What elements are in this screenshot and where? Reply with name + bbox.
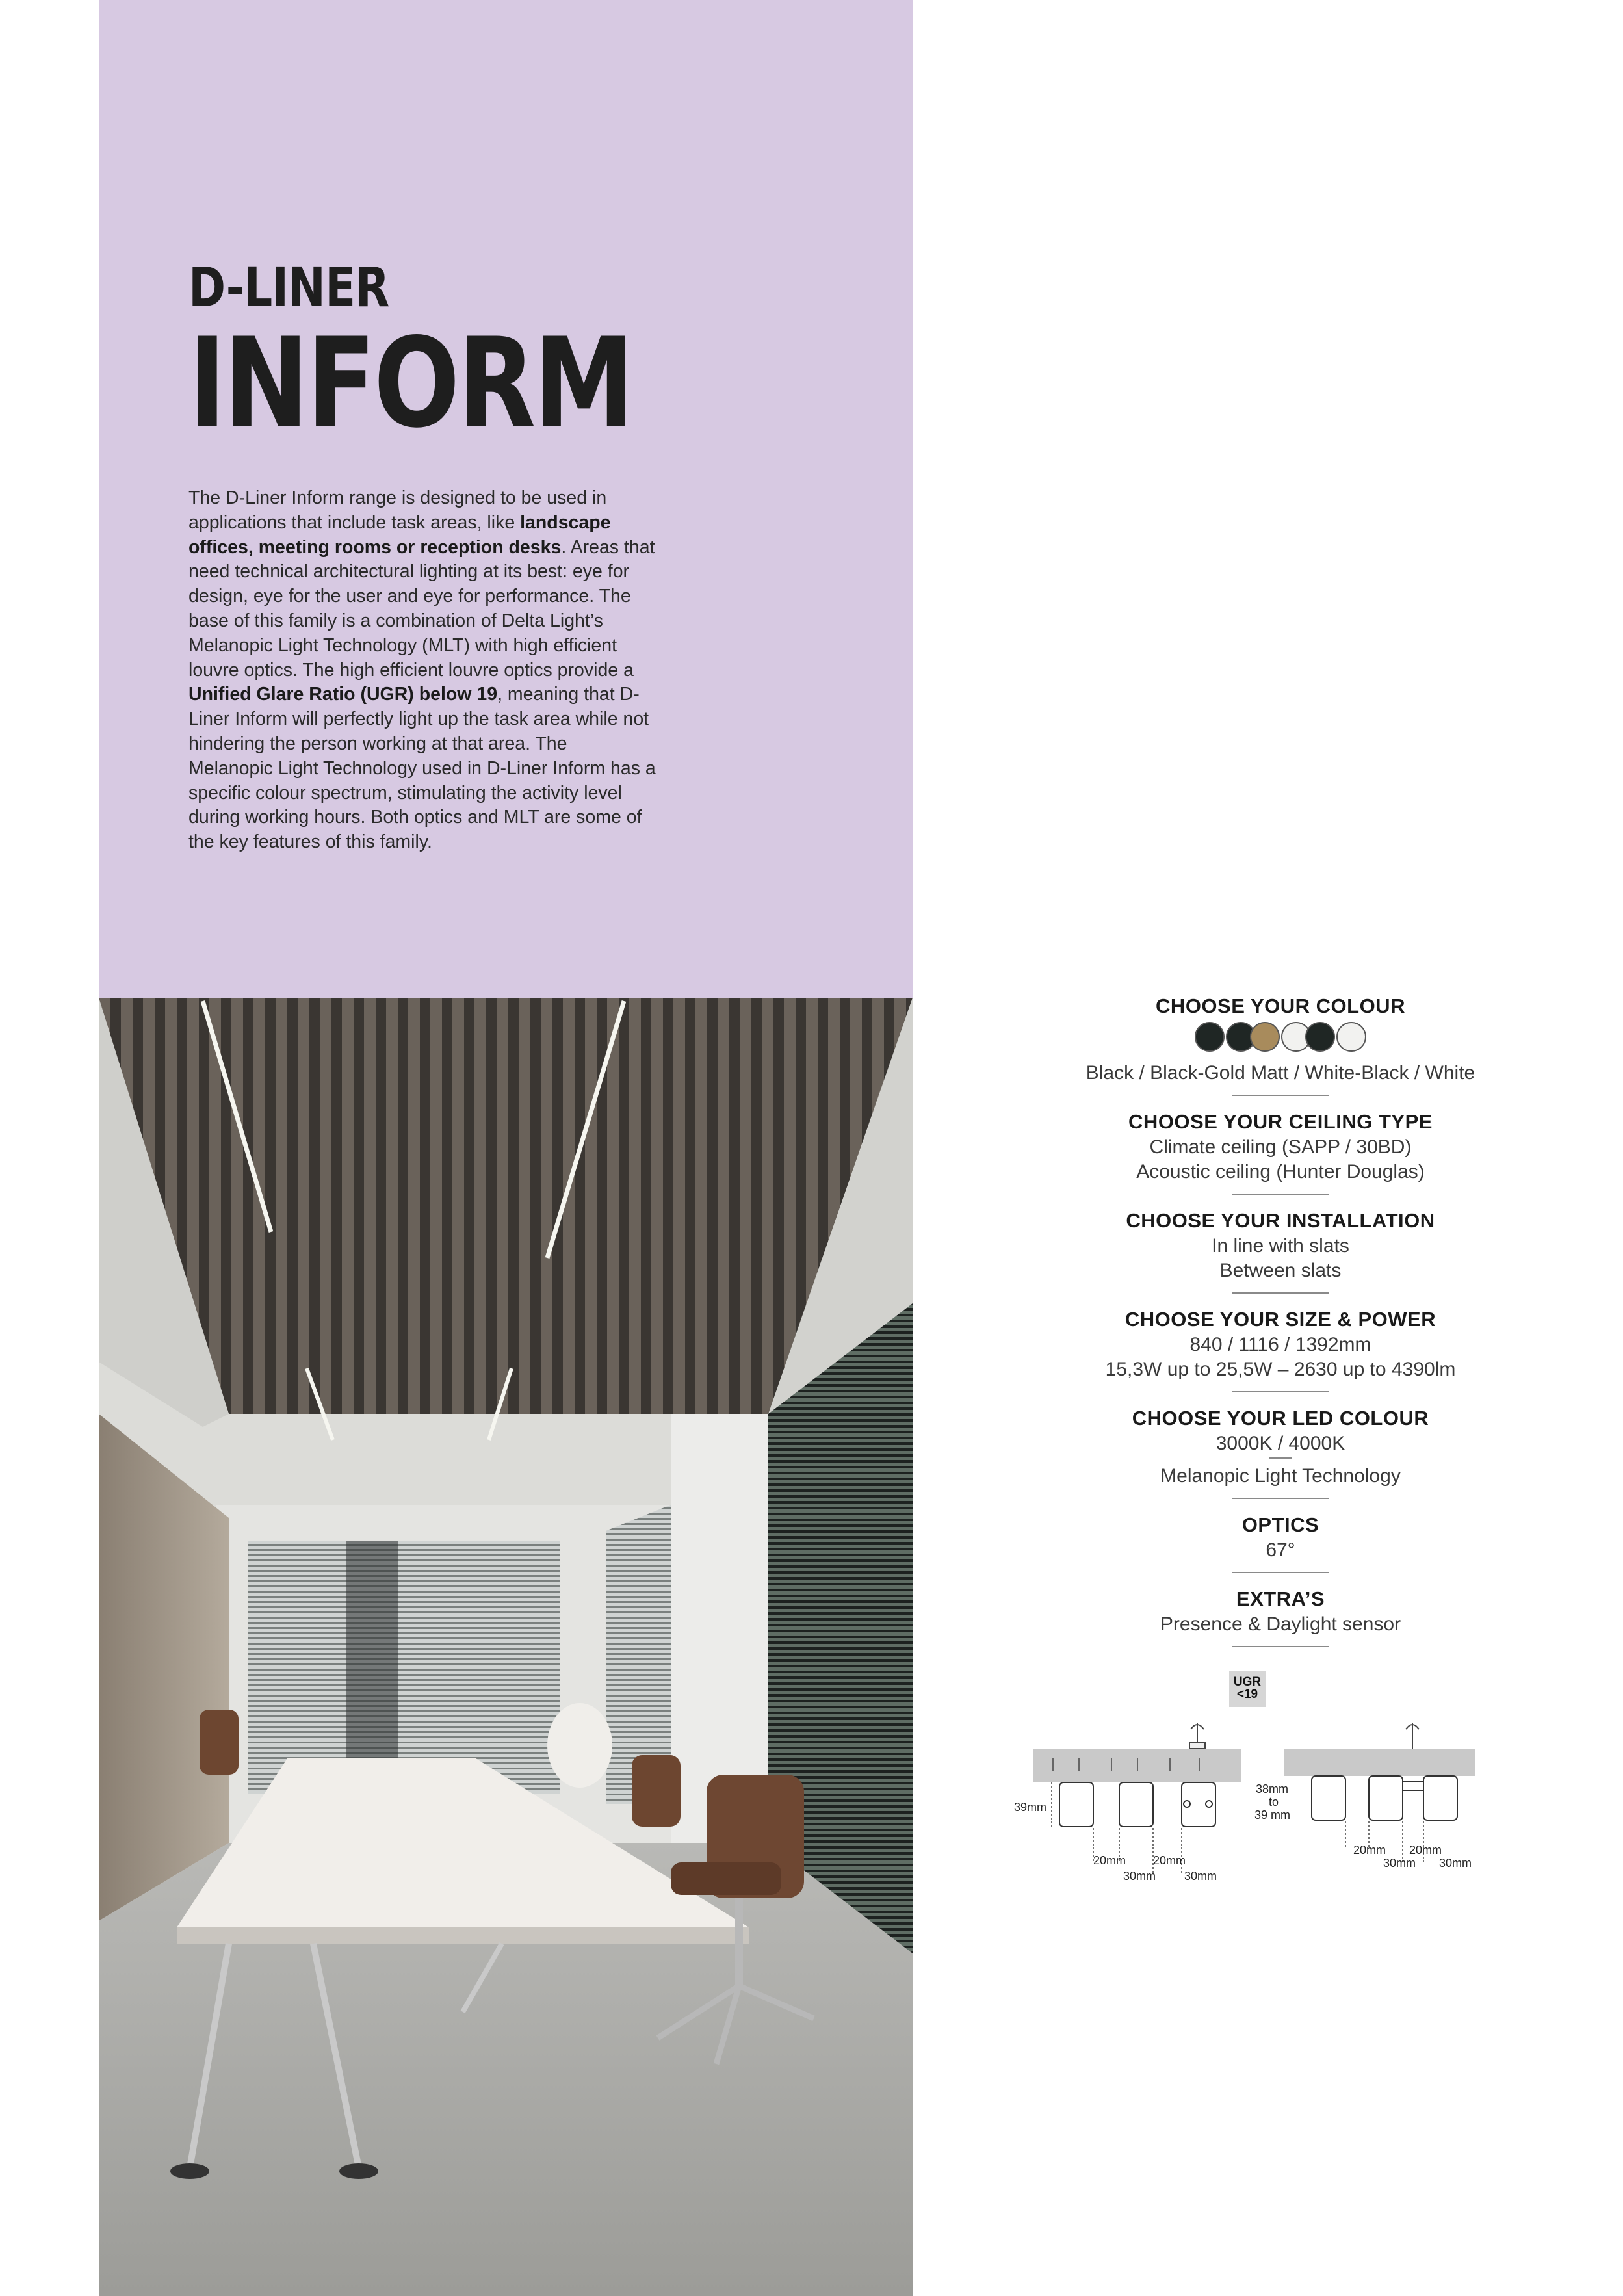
colour-options: Black / Black-Gold Matt / White-Black / White [1085, 1062, 1475, 1084]
hanger-icon [1189, 1723, 1205, 1749]
colour-swatches [994, 1022, 1566, 1054]
dim-height: 39mm [1014, 1801, 1047, 1814]
swatch-black[interactable] [1195, 1022, 1225, 1052]
colour-section [994, 993, 1566, 1096]
led-title: CHOOSE YOUR LED COLOUR [1132, 1407, 1429, 1429]
divider [1232, 1194, 1329, 1195]
size-section [994, 1307, 1566, 1392]
led-mlt: Melanopic Light Technology [1160, 1465, 1401, 1487]
intro-text-1: The D-Liner Inform range is designed to be used in applications that include task areas, like [188, 488, 607, 533]
divider [1232, 1391, 1329, 1392]
optics-angle: 67° [1266, 1539, 1295, 1561]
diagram-between-slats [1254, 1716, 1475, 1892]
dim-height-3: 39 mm [1254, 1808, 1291, 1821]
size-power: 15,3W up to 25,5W – 2630 up to 4390lm [1105, 1359, 1456, 1380]
installation-option-2: Between slats [1219, 1260, 1342, 1281]
divider [1232, 1095, 1329, 1096]
brand-title: D-LINER [188, 255, 389, 319]
ceiling-title: CHOOSE YOUR CEILING TYPE [1128, 1110, 1433, 1133]
divider [1232, 1498, 1329, 1499]
dim-4: 30mm [1184, 1870, 1217, 1883]
luminaire-profiles [1312, 1776, 1457, 1820]
dim-4: 30mm [1439, 1857, 1472, 1870]
hanger-icon [1406, 1723, 1419, 1749]
intro-bold-1: landscape offices, meeting rooms or reception desks [188, 512, 611, 558]
divider [1232, 1646, 1329, 1647]
extras-sensor: Presence & Daylight sensor [1160, 1613, 1401, 1635]
swatch-black-gold-2[interactable] [1250, 1022, 1280, 1052]
intro-paragraph [188, 486, 656, 855]
installation-option-1: In line with slats [1212, 1235, 1349, 1257]
divider [1232, 1292, 1329, 1294]
product-title: INFORM [188, 311, 632, 455]
ugr-badge-line-1: UGR [1233, 1675, 1262, 1689]
meeting-room-illustration [99, 998, 913, 2296]
optics-title: OPTICS [1241, 1513, 1319, 1536]
swatch-white[interactable] [1336, 1022, 1366, 1052]
colour-title: CHOOSE YOUR COLOUR [1156, 995, 1405, 1017]
extras-title: EXTRA’S [1236, 1587, 1325, 1610]
dim-2: 20mm [1153, 1854, 1186, 1867]
installation-section [994, 1208, 1566, 1294]
extras-section [994, 1586, 1566, 1647]
size-title: CHOOSE YOUR SIZE & POWER [1124, 1308, 1436, 1331]
ugr-badge-line-2: <19 [1236, 1688, 1258, 1701]
mini-divider [1269, 1457, 1292, 1459]
ugr-badge [1229, 1671, 1266, 1707]
intro-bold-2: Unified Glare Ratio (UGR) below 19 [188, 684, 498, 705]
dim-3: 30mm [1123, 1870, 1156, 1883]
meeting-room-photo [99, 998, 913, 2296]
optics-section [994, 1512, 1566, 1573]
intro-text-2: . Areas that need technical architectural lighting at its best: eye for design, eye for the user and eye for performance. The base of this family is a combination of Delta Light’s Melanopic Light Technology (MLT) with high efficient louvre optics. The high efficient louvre optics provide a [188, 536, 655, 681]
ceiling-section [994, 1109, 1566, 1195]
dim-1: 20mm [1093, 1854, 1126, 1867]
diagram-in-line [1014, 1716, 1248, 1892]
luminaire-profiles [1059, 1782, 1215, 1827]
swatch-white-black-2[interactable] [1305, 1022, 1335, 1052]
dim-1: 20mm [1353, 1844, 1386, 1857]
dim-2: 20mm [1409, 1844, 1442, 1857]
led-temperatures: 3000K / 4000K [1215, 1433, 1345, 1454]
dim-height-2: to [1269, 1795, 1279, 1808]
ceiling-option-2: Acoustic ceiling (Hunter Douglas) [1136, 1161, 1425, 1182]
installation-title: CHOOSE YOUR INSTALLATION [1126, 1209, 1435, 1232]
divider [1232, 1572, 1329, 1573]
dim-height-1: 38mm [1256, 1782, 1289, 1795]
intro-text-3: , meaning that D-Liner Inform will perfectly light up the task area while not hindering the person working at that area. The Melanopic Light Technology used in D-Liner Inform has a specific colour spectrum, stimulating the activity level during working hours. Both optics and MLT are some of the key features of this family. [188, 684, 656, 853]
ceiling-option-1: Climate ceiling (SAPP / 30BD) [1149, 1136, 1412, 1158]
spec-column [994, 993, 1566, 1660]
led-section [994, 1405, 1566, 1499]
size-lengths: 840 / 1116 / 1392mm [1189, 1334, 1371, 1355]
ceiling-slat-profile [1284, 1749, 1475, 1776]
dim-3: 30mm [1383, 1857, 1416, 1870]
